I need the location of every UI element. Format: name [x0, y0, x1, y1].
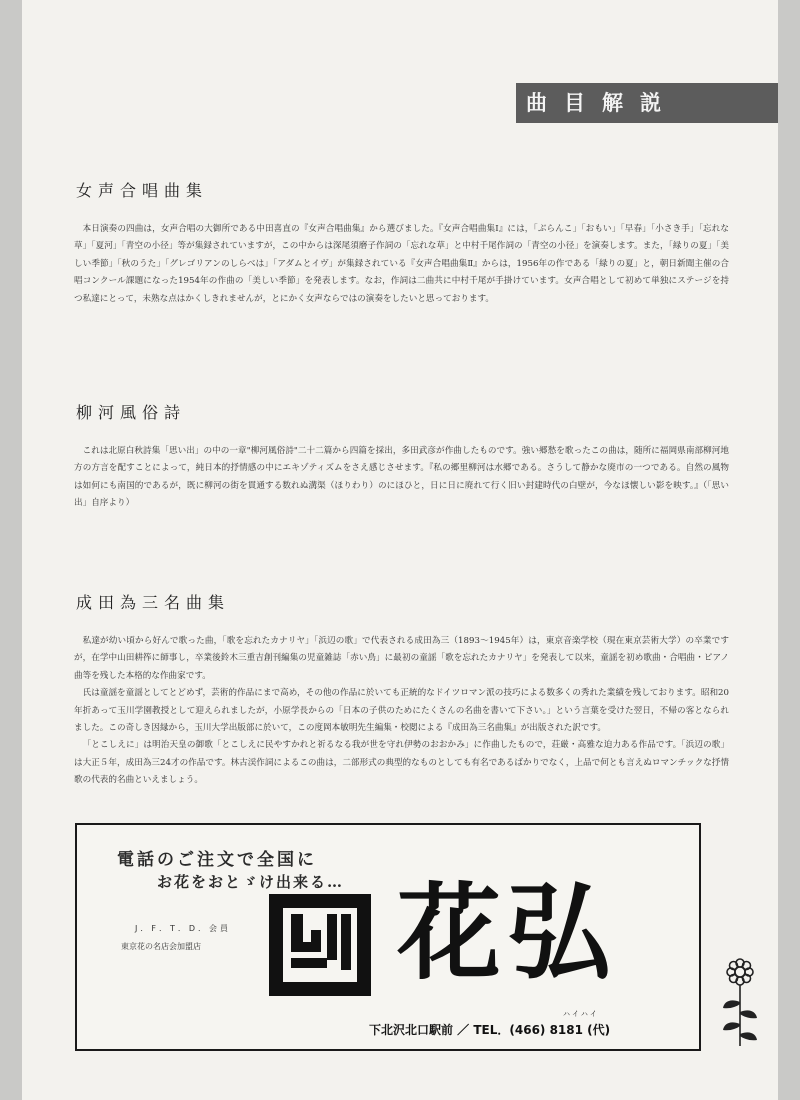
page-header-banner: 曲目解説 — [516, 83, 778, 123]
section-title: 柳河風俗詩 — [76, 403, 187, 422]
paragraph: 本日演奏の四曲は，女声合唱の大御所である中田喜直の『女声合唱曲集』から選びました。『女声合唱曲集Ⅰ』には，「ぶらんこ」「おもい」「早春」「小さき手」「忘れな草」「夏河」「青空の小径」等が集録されていますが，この中からは深尾須磨子作詞の「忘れな草」と中村千尾作詞の「青空の小径」を演奏します。また，「緑りの夏」「美しい季節」「秋のうた」「グレゴリアンのしらべは」「アダムとイヴ」が集録されている『女声合唱曲集Ⅱ』からは，1956年の作である「緑りの夏」と，朝日新聞主催の合唱コンクール課題になった1954年の作曲の「美しい季節」を発表します。なお，作詞は二曲共に中村千尾が手掛けています。女声合唱として初めて単独にステージを持つ私達にとって，未熟な点はかくしきれませんが，とにかく女声ならではの演奏をしたいと思っております。 — [74, 224, 729, 304]
ad-affiliation: 東京花の名店会加盟店 — [121, 942, 201, 951]
shop-logo-icon — [267, 892, 373, 998]
section-body — [74, 633, 729, 790]
page — [22, 0, 778, 1100]
flower-icon — [718, 958, 762, 1048]
ad-membership: J．F．T．D．会員 — [135, 924, 232, 933]
section-yanagawa — [74, 400, 729, 513]
section-womens-choir — [74, 178, 729, 308]
ad-tagline-sub: お花をおとゞけ出来る… — [157, 873, 345, 891]
paragraph: これは北原白秋詩集「思い出」の中の一章"柳河風俗詩"二十二篇から四篇を採出，多田武彦が作曲したものです。強い郷愁を歌ったこの曲は，随所に福岡県南部柳河地方の方言を配すことによって，純日本的抒情感の中にエキゾティズムをさえ感じさせます。『私の郷里柳河は水郷である。さうして静かな廃市の一つである。自然の風物は如何にも南国的であるが，既に柳河の街を貫通する数れぬ溝渠（ほりわり）のにほひと，日に日に廃れて行く旧い封建時代の白壁が，今なほ懐しい影を映す。』（「思い出」自序より） — [74, 446, 729, 509]
section-title: 女声合唱曲集 — [76, 181, 209, 200]
paragraph: 氏は童謡を童謡としてとどめず，芸術的作品にまで高め，その他の作品に於いても正統的なドイツロマン派の技巧による数多くの秀れた業績を残しております。昭和20年折あって玉川学園教授として迎えられましたが，小原学長からの「日本の子供のためにたくさんの名曲を書いて下さい。」という言葉を受けた翌日，不帰の客となられました。この奇しき因縁から，玉川大学出版部に於いて，この度岡本敏明先生編集・校閲による『成田為三名曲集』が出版された訳です。 — [74, 688, 729, 734]
shop-address: 下北沢北口駅前 ／ TEL．(466) 8181 (代) — [369, 1023, 611, 1037]
paragraph: 「とこしえに」は明治天皇の御歌「とこしえに民やすかれと祈るなる我が世を守れ伊勢のおおかみ」に作曲したもので，荘厳・高雅な迫力ある作品です。「浜辺の歌」は大正５年，成田為三24才の作品です。林古渓作詞によるこの曲は，二部形式の典型的なものとしても有名であるばかりでなく，上品で何とも言えぬロマンチックな抒情歌の代表的名曲といえましょう。 — [74, 740, 729, 786]
paragraph: 私達が幼い頃から好んで歌った曲，「歌を忘れたカナリヤ」「浜辺の歌」で代表される成田為三（1893～1945年）は，東京音楽学校（現在東京芸術大学）の卒業ですが，在学中山田耕筰に師事し，卒業後鈴木三重吉創刊編集の児童雑誌「赤い鳥」に最初の童謡「歌を忘れたカナリヤ」を発表して以来，童謡を初め歌曲・合唱曲・ピアノ曲等を残した本格的な作曲家です。 — [74, 636, 729, 681]
section-title: 成田為三名曲集 — [76, 593, 231, 612]
section-body — [74, 443, 729, 513]
shop-name: 花弘 — [397, 872, 618, 994]
section-narita — [74, 590, 729, 790]
phone-ruby: ハイハイ — [563, 1010, 599, 1018]
ad-tagline: 電話のご注文で全国に — [117, 850, 317, 870]
florist-advertisement — [75, 823, 701, 1051]
section-body — [74, 221, 729, 308]
